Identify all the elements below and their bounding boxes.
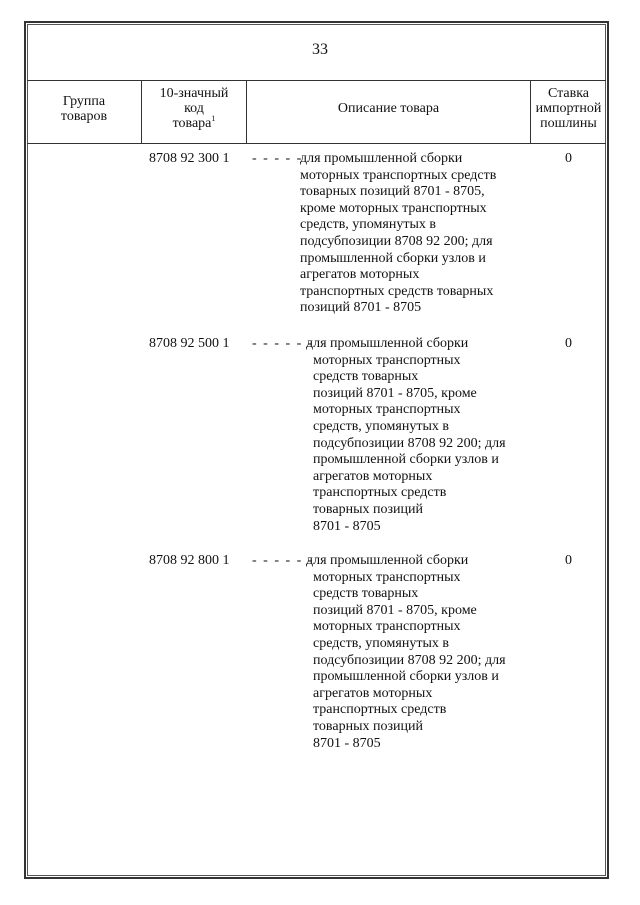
header-rate-line1: Ставка [547, 86, 590, 101]
row-3-dashes: - - - - - - [252, 553, 314, 568]
row-3-line: средств товарных [313, 586, 419, 602]
row-1-line: позиций 8701 - 8705 [300, 300, 422, 316]
row-3-line: агрегатов моторных [313, 685, 433, 701]
row-3-line: подсубпозиции 8708 92 200; для [313, 652, 506, 668]
header-rate-line3: пошлины [540, 116, 597, 131]
row-2-line: агрегатов моторных [313, 468, 433, 484]
row-2-dashes: - - - - - - [252, 336, 314, 351]
row-1-line: товарных позиций 8701 - 8705, [300, 184, 485, 200]
row-2-line: моторных транспортных [313, 352, 461, 368]
row-2-line: позиций 8701 - 8705, кроме [313, 385, 477, 401]
row-2-line: транспортных средств [313, 485, 447, 501]
row-1-line: промышленной сборки узлов и [300, 250, 486, 266]
row-2-line: товарных позиций [313, 501, 423, 517]
row-2-rate: 0 [565, 336, 572, 351]
row-1-line: средств, упомянутых в [300, 217, 436, 233]
header-rate [531, 86, 606, 131]
header-code-footnote: 1 [211, 114, 216, 123]
header-code-line3 [142, 116, 246, 131]
header-code-line2: код [184, 101, 204, 116]
header-code [142, 86, 246, 131]
row-2-line: промышленной сборки узлов и [313, 452, 499, 468]
row-1-dashes: - - - - - [252, 151, 303, 166]
row-3-rate: 0 [565, 553, 572, 568]
row-3-line: моторных транспортных [313, 569, 461, 585]
header-rate-line2: импортной [535, 101, 602, 116]
row-3-line: позиций 8701 - 8705, кроме [313, 602, 477, 618]
row-2-code: 8708 92 500 1 [149, 336, 230, 351]
row-2-line: 8701 - 8705 [313, 518, 381, 534]
header-group [27, 94, 141, 124]
row-3-description [306, 553, 523, 752]
row-2-line: для промышленной сборки [306, 336, 469, 351]
row-1-line: моторных транспортных средств [300, 167, 497, 183]
row-3-line: 8701 - 8705 [313, 735, 381, 751]
row-3-line: товарных позиций [313, 718, 423, 734]
header-group-line2: товаров [60, 109, 108, 124]
row-3-line: промышленной сборки узлов и [313, 669, 499, 685]
row-3-code: 8708 92 800 1 [149, 553, 230, 568]
table-header-bottom-rule [27, 143, 606, 144]
row-1-line: кроме моторных транспортных [300, 200, 487, 216]
row-2-line: средств, упомянутых в [313, 418, 449, 434]
row-1-line: агрегатов моторных [300, 267, 420, 283]
header-description: Описание товара [337, 101, 440, 116]
page-number: 33 [312, 41, 328, 58]
row-1-code: 8708 92 300 1 [149, 151, 230, 166]
row-3-line: транспортных средств [313, 702, 447, 718]
row-2-line: подсубпозиции 8708 92 200; для [313, 435, 506, 451]
row-3-line: моторных транспортных [313, 619, 461, 635]
row-3-line: средств, упомянутых в [313, 635, 449, 651]
row-2-line: моторных транспортных [313, 402, 461, 418]
row-3-line: для промышленной сборки [306, 553, 469, 568]
row-1-rate: 0 [565, 151, 572, 166]
row-1-line: транспортных средств товарных [300, 283, 494, 299]
header-code-line1: 10-значный [159, 86, 229, 101]
row-1-line: подсубпозиции 8708 92 200; для [300, 233, 493, 249]
table-header-top-rule [27, 80, 606, 81]
row-2-line: средств товарных [313, 369, 419, 385]
row-1-description [300, 151, 522, 317]
header-group-line1: Группа [62, 94, 106, 109]
row-2-description [306, 336, 523, 535]
row-1-line: для промышленной сборки [300, 151, 463, 166]
header-code-label: товара [172, 116, 212, 131]
